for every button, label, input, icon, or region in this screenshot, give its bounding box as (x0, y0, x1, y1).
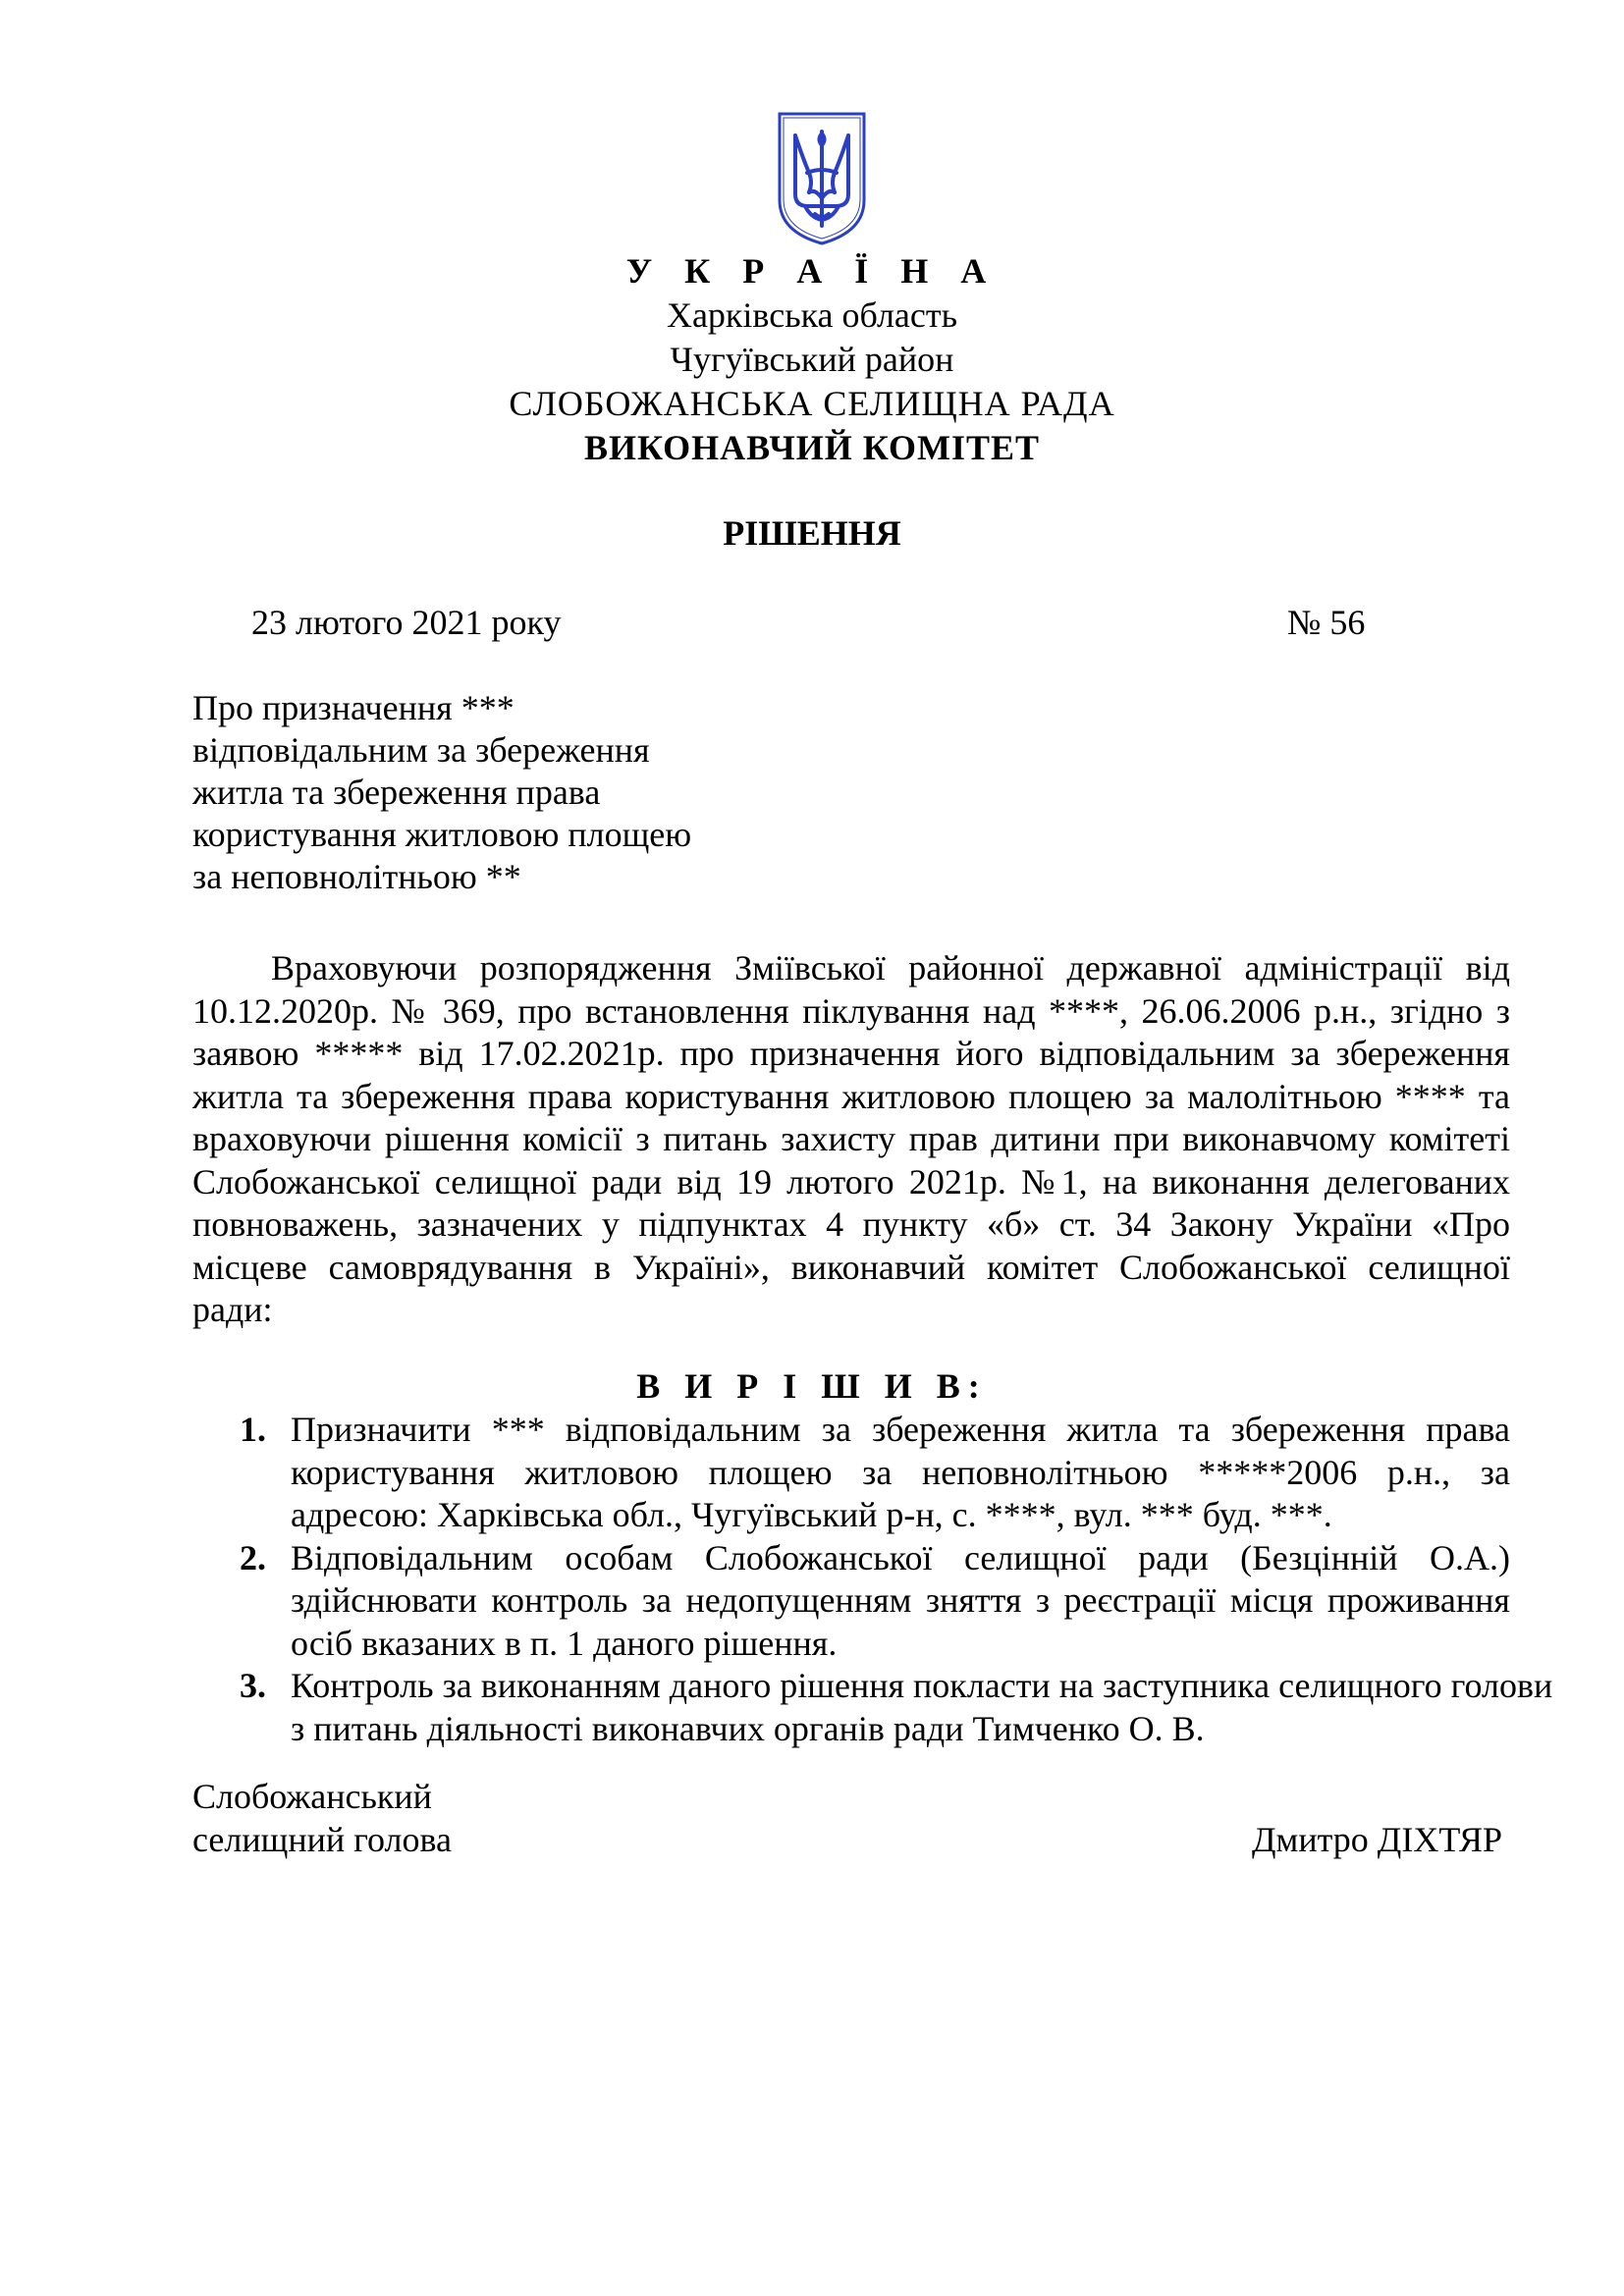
preamble-line: заявою ***** від 17.02.2021р. про призначення його відповідальним за збереження (192, 1034, 1510, 1073)
preamble-line: житла та збереження права користування житловою площею за малолітньою **** та (192, 1076, 1510, 1116)
resolution-item (192, 1409, 1510, 1537)
subject-line: відповідальним за збереження (192, 730, 650, 770)
raion-heading: Чугуївський район (670, 340, 954, 379)
subject-line: за неповнолітньою ** (192, 857, 521, 896)
resolved-heading: В И Р І Ш И В: (636, 1366, 988, 1406)
decision-number: № 56 (1287, 603, 1366, 642)
item-line: з питань діяльності виконавчих органів ради Тимченко О. В. (291, 1708, 1205, 1748)
subject-line: житла та збереження права (192, 773, 601, 812)
preamble-line: повноважень, зазначених у підпунктах 4 пункту «б» ст. 34 Закону України «Про (192, 1204, 1510, 1244)
item-number: 1. (240, 1410, 266, 1449)
preamble-line: місцеве самоврядування в Україні», виконавчий комітет Слобожанської селищної (192, 1247, 1510, 1287)
preamble-line: Враховуючи розпорядження Зміївської районної державної адміністрації від (271, 948, 1510, 988)
preamble-paragraph (192, 947, 1510, 1332)
preamble-line: враховуючи рішення комісії з питань захисту прав дитини при виконавчому комітеті (192, 1119, 1510, 1158)
item-line: користування житловою площею за неповнолітньою *****2006 р.н., за (291, 1452, 1510, 1492)
decision-date: 23 лютого 2021 року (251, 603, 562, 642)
oblast-heading: Харківська область (666, 295, 958, 335)
signatory-title (192, 1775, 452, 1861)
signatory-name: Дмитро ДІХТЯР (1252, 1820, 1502, 1859)
item-line: адресою: Харківська обл., Чугуївський р-н, с. ****, вул. *** буд. ***. (291, 1495, 1332, 1534)
resolution-item (192, 1537, 1510, 1666)
item-line: Призначити *** відповідальним за збереження житла та збереження права (291, 1410, 1510, 1449)
document-type-title: РІШЕННЯ (723, 513, 901, 553)
decision-subject (192, 687, 880, 898)
item-line: Контроль за виконанням даного рішення покласти на заступника селищного голови (291, 1666, 1553, 1705)
council-heading: СЛОБОЖАНСЬКА СЕЛИЩНА РАДА (509, 384, 1115, 423)
subject-line: користування житловою площею (192, 815, 692, 854)
signatory-title-line: селищний голова (192, 1820, 453, 1859)
preamble-line: 10.12.2020р. № 369, про встановлення піклування над ****, 26.06.2006 р.н., згідно з (192, 990, 1510, 1031)
subject-line: Про призначення *** (192, 688, 514, 727)
resolution-item (192, 1665, 1553, 1750)
item-line: здійснювати контроль за недопущенням зняття з реєстрації місця проживання (291, 1580, 1510, 1620)
signatory-title-line: Слобожанський (192, 1777, 432, 1816)
item-line: Відповідальним особам Слобожанської селищної ради (Безцінній О.А.) (291, 1537, 1510, 1577)
item-number: 3. (240, 1666, 266, 1705)
item-line: осіб вказаних в п. 1 даного рішення. (291, 1623, 838, 1663)
ukraine-trident-icon (776, 110, 868, 247)
preamble-line: ради: (192, 1290, 273, 1329)
country-heading: У К Р А Ї Н А (625, 251, 999, 291)
committee-heading: ВИКОНАВЧИЙ КОМІТЕТ (583, 428, 1041, 467)
resolution-items (192, 1409, 1553, 1750)
item-number: 2. (240, 1537, 266, 1577)
preamble-line: Слобожанської селищної ради від 19 лютого 2021р. №1, на виконання делегованих (192, 1161, 1510, 1201)
